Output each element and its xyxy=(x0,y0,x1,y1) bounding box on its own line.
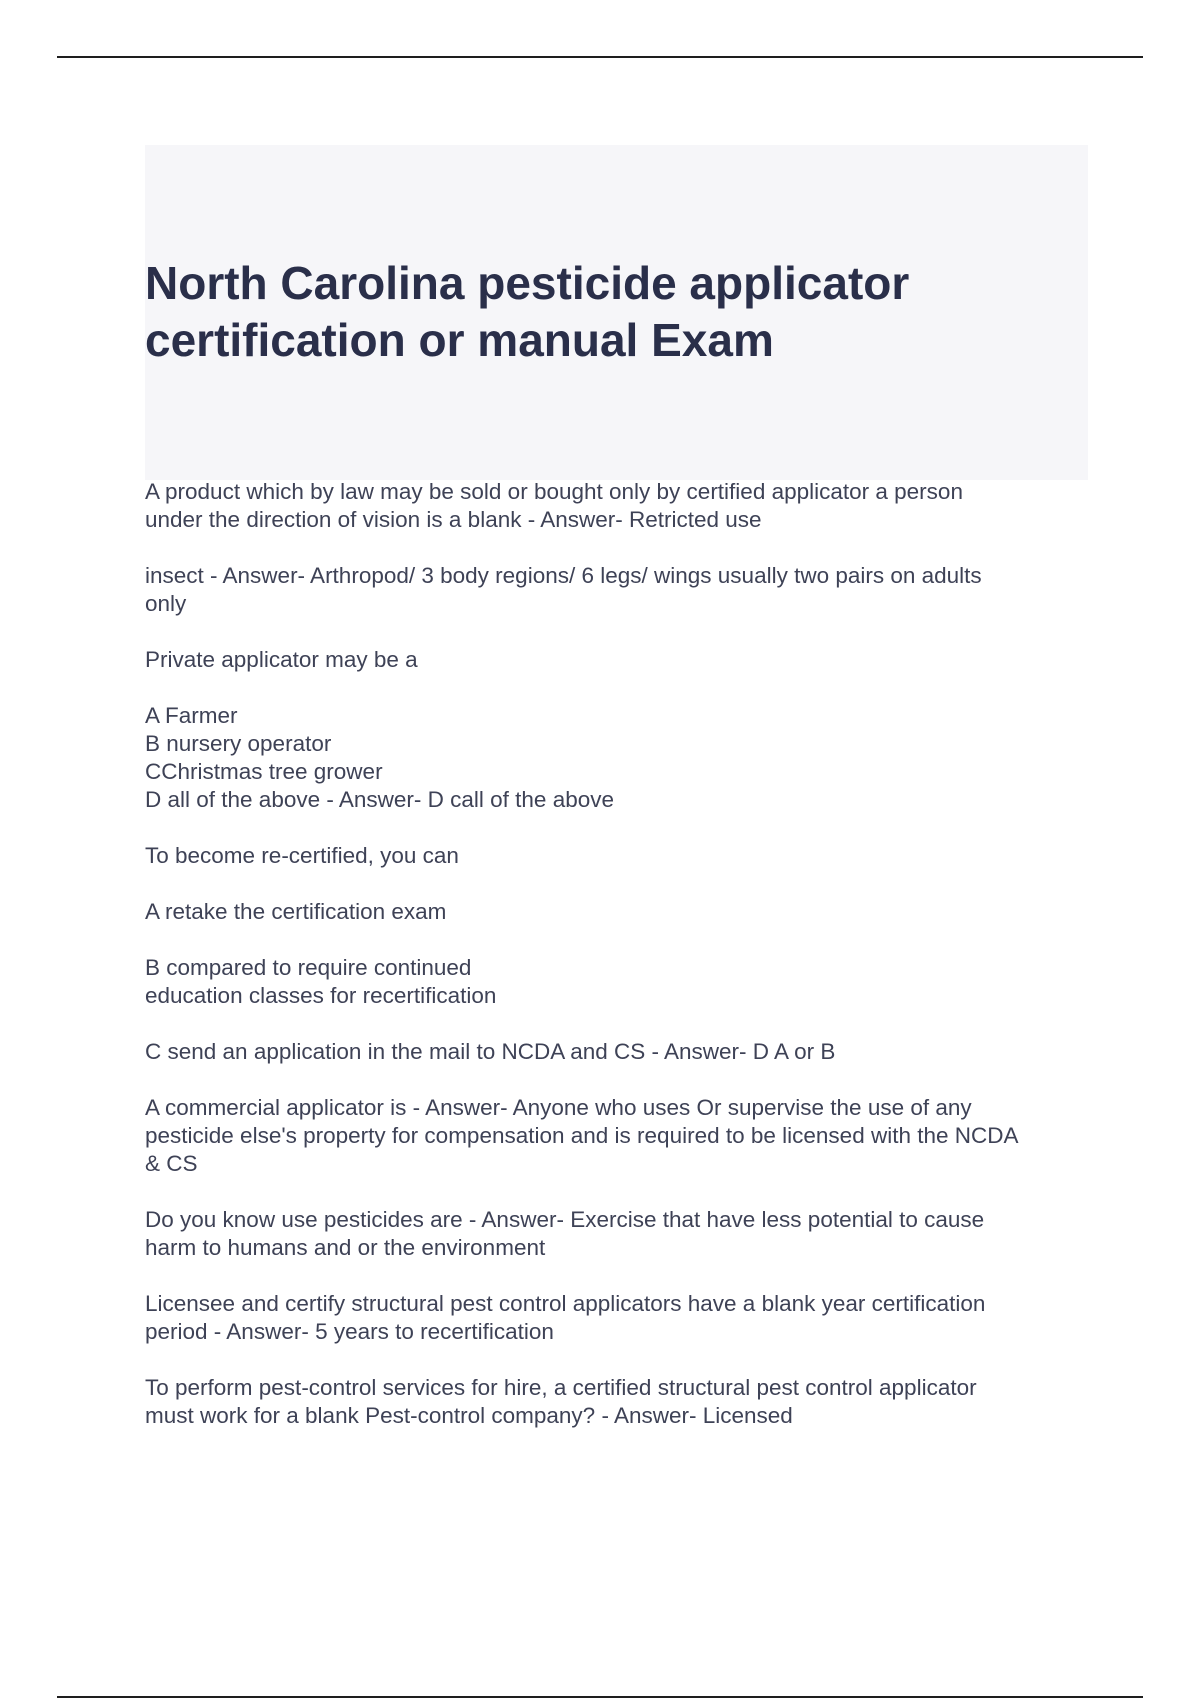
entry-line: harm to humans and or the environment xyxy=(145,1235,546,1260)
qa-entry-8 xyxy=(145,1038,1095,1066)
entry-line: Private applicator may be a xyxy=(145,647,418,672)
entry-line: A retake the certification exam xyxy=(145,899,447,924)
qa-entry-7 xyxy=(145,954,1095,1010)
entry-line: D all of the above - Answer- D call of the above xyxy=(145,787,614,812)
entry-line: & CS xyxy=(145,1151,198,1176)
bottom-divider xyxy=(57,1696,1143,1698)
entry-line: Licensee and certify structural pest control applicators have a blank year certification xyxy=(145,1291,986,1316)
entry-line: must work for a blank Pest-control company? - Answer- Licensed xyxy=(145,1403,793,1428)
entry-line: A Farmer xyxy=(145,703,238,728)
title-line-2: certification or manual Exam xyxy=(145,314,774,366)
entry-line: C send an application in the mail to NCDA and CS - Answer- D A or B xyxy=(145,1039,836,1064)
entry-line: education classes for recertification xyxy=(145,983,497,1008)
entry-line: under the direction of vision is a blank - Answer- Retricted use xyxy=(145,507,762,532)
entry-line: B compared to require continued xyxy=(145,955,472,980)
document-body xyxy=(145,478,1095,1430)
title-line-1: North Carolina pesticide applicator xyxy=(145,257,910,309)
entry-line: B nursery operator xyxy=(145,731,332,756)
qa-entry-6 xyxy=(145,898,1095,926)
document-title xyxy=(145,255,1088,369)
qa-entry-9 xyxy=(145,1094,1095,1178)
qa-entry-4 xyxy=(145,702,1095,814)
qa-entry-1 xyxy=(145,478,1095,534)
entry-line: pesticide else's property for compensation and is required to be licensed with the NCDA xyxy=(145,1123,1019,1148)
entry-line: Do you know use pesticides are - Answer- Exercise that have less potential to cause xyxy=(145,1207,985,1232)
entry-line: insect - Answer- Arthropod/ 3 body regions/ 6 legs/ wings usually two pairs on adults xyxy=(145,563,982,588)
qa-entry-11 xyxy=(145,1290,1095,1346)
qa-entry-10 xyxy=(145,1206,1095,1262)
entry-line: To become re-certified, you can xyxy=(145,843,459,868)
entry-line: CChristmas tree grower xyxy=(145,759,383,784)
qa-entry-2 xyxy=(145,562,1095,618)
top-divider xyxy=(57,56,1143,58)
entry-line: A commercial applicator is - Answer- Anyone who uses Or supervise the use of any xyxy=(145,1095,972,1120)
entry-line: period - Answer- 5 years to recertification xyxy=(145,1319,554,1344)
entry-line: To perform pest-control services for hire, a certified structural pest control applicator xyxy=(145,1375,977,1400)
qa-entry-5 xyxy=(145,842,1095,870)
qa-entry-12 xyxy=(145,1374,1095,1430)
qa-entry-3 xyxy=(145,646,1095,674)
entry-line: A product which by law may be sold or bought only by certified applicator a person xyxy=(145,479,963,504)
entry-line: only xyxy=(145,591,187,616)
